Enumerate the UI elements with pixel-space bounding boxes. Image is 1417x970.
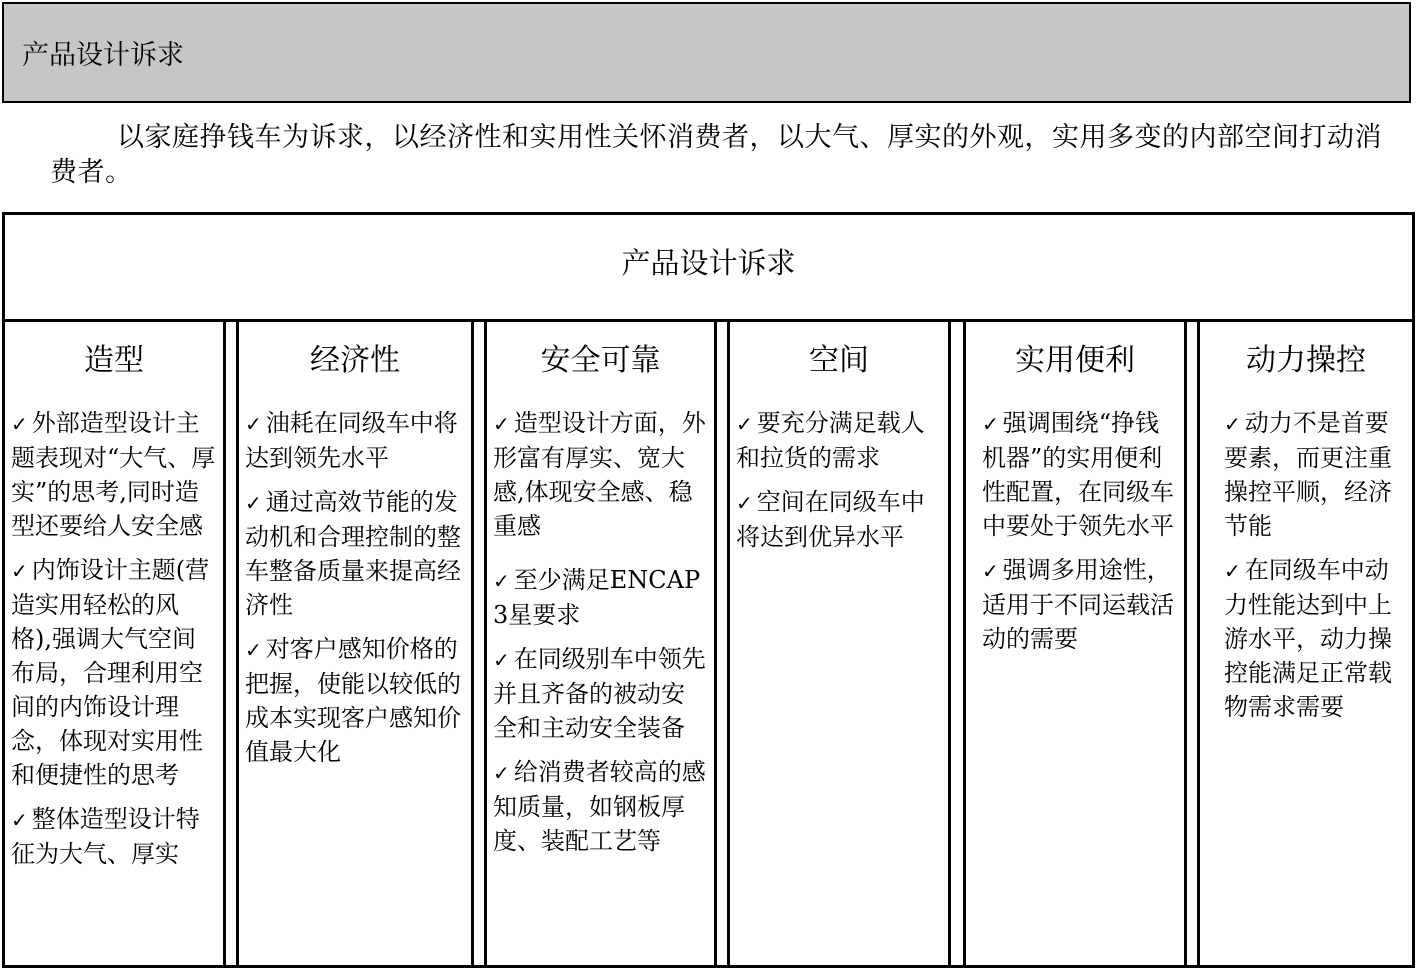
column-divider — [948, 322, 966, 968]
list-item: ✓ 造型设计方面，外形富有厚实、宽大感,体现安全感、稳重感 — [493, 409, 706, 540]
list-item: ✓ 至少满足ENCAP 3星要求 — [493, 566, 701, 629]
check-icon: ✓ — [1224, 412, 1241, 436]
list-item: ✓ 强调围绕“挣钱机器”的实用便利性配置，在同级车中要处于领先水平 — [982, 409, 1174, 540]
column-title: 造型 — [84, 343, 144, 378]
column-power-handling — [1200, 322, 1412, 968]
column-practicality — [966, 322, 1184, 968]
list-item: ✓ 油耗在同级车中将达到领先水平 — [245, 409, 458, 472]
header-bar — [2, 2, 1411, 103]
list-item: ✓ 动力不是首要要素，而更注重操控平顺，经济节能 — [1224, 409, 1392, 540]
column-divider — [223, 322, 239, 968]
list-item: ✓ 内饰设计主题(营造实用轻松的风格),强调大气空间布局，合理利用空间的内饰设计理念，体现对实用性和便捷性的思考 — [11, 556, 210, 789]
check-icon: ✓ — [493, 648, 510, 672]
design-appeal-table — [2, 212, 1415, 968]
column-economy — [239, 322, 471, 968]
table-title-row — [5, 215, 1412, 322]
column-body — [966, 406, 1184, 666]
list-item: ✓ 外部造型设计主题表现对“大气、厚实”的思考,同时造型还要给人安全感 — [11, 409, 216, 540]
check-icon: ✓ — [245, 638, 262, 662]
list-item: ✓ 强调多用途性，适用于不同运载活动的需要 — [982, 556, 1174, 653]
check-icon: ✓ — [493, 412, 510, 436]
list-item: ✓ 给消费者较高的感知质量，如钢板厚度、装配工艺等 — [493, 758, 706, 855]
check-icon: ✓ — [1224, 559, 1241, 583]
table-title: 产品设计诉求 — [621, 246, 796, 280]
check-icon: ✓ — [11, 412, 28, 436]
column-divider — [714, 322, 730, 968]
list-item: ✓ 空间在同级车中将达到优异水平 — [736, 488, 925, 551]
column-divider — [1184, 322, 1200, 968]
column-body — [239, 406, 471, 779]
column-title: 动力操控 — [1246, 343, 1366, 378]
check-icon: ✓ — [11, 559, 28, 583]
column-space — [730, 322, 948, 968]
column-body — [487, 406, 714, 868]
list-item: ✓ 在同级别车中领先并且齐备的被动安全和主动安全装备 — [493, 645, 706, 742]
list-item: ✓ 通过高效节能的发动机和合理控制的整车整备质量来提高经济性 — [245, 488, 461, 619]
check-icon: ✓ — [493, 761, 510, 785]
intro-paragraph: 以家庭挣钱车为诉求，以经济性和实用性关怀消费者，以大气、厚实的外观，实用多变的内部空间打动消费者。 — [50, 122, 1382, 188]
header-title: 产品设计诉求 — [22, 40, 184, 71]
list-item: ✓ 在同级车中动力性能达到中上游水平，动力操控能满足正常载物需求需要 — [1224, 556, 1392, 721]
column-divider — [471, 322, 487, 968]
check-icon: ✓ — [11, 808, 28, 832]
list-item: ✓ 整体造型设计特征为大气、厚实 — [11, 805, 200, 868]
check-icon: ✓ — [736, 491, 753, 515]
column-styling — [5, 322, 223, 968]
list-item: ✓ 对客户感知价格的把握，使能以较低的成本实现客户感知价值最大化 — [245, 635, 461, 766]
column-title: 经济性 — [310, 343, 400, 378]
check-icon: ✓ — [493, 569, 510, 593]
check-icon: ✓ — [736, 412, 753, 436]
column-title: 安全可靠 — [540, 343, 661, 378]
column-title: 空间 — [809, 343, 869, 378]
list-item: ✓ 要充分满足载人和拉货的需求 — [736, 409, 925, 472]
column-body — [5, 406, 223, 881]
check-icon: ✓ — [982, 412, 999, 436]
check-icon: ✓ — [245, 491, 262, 515]
column-title: 实用便利 — [1015, 343, 1135, 378]
check-icon: ✓ — [982, 559, 999, 583]
check-icon: ✓ — [245, 412, 262, 436]
column-safety — [487, 322, 714, 968]
column-body — [730, 406, 948, 564]
column-body — [1200, 406, 1412, 734]
